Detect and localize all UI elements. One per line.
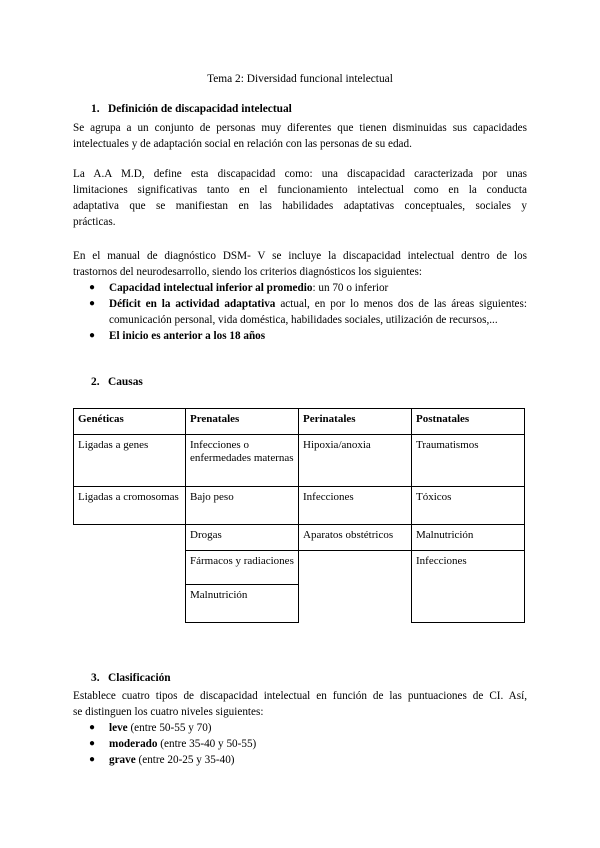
table-cell: Infecciones — [412, 551, 525, 585]
list-item — [73, 328, 527, 344]
table-row — [74, 525, 525, 551]
table-cell — [299, 585, 412, 623]
section-3-heading — [91, 672, 171, 684]
list-item-bold: moderado — [109, 738, 158, 750]
section-3-paragraph — [73, 688, 527, 720]
list-item-text: (entre 35-40 y 50-55) — [157, 738, 257, 750]
table-header-cell: Perinatales — [299, 409, 412, 435]
text-line: adaptativa que se manifiestan en las habilidades adaptativas conceptuales, sociales y — [73, 200, 527, 212]
table-cell: Hipoxia/anoxia — [299, 435, 412, 487]
text-line: En el manual de diagnóstico DSM- V se incluye la discapacidad intelectual dentro de los — [73, 250, 527, 262]
list-item — [73, 280, 527, 296]
section-1-number: 1. — [91, 103, 100, 115]
list-item-text: actual, en por lo menos dos de las áreas siguientes: comunicación personal, vida doméstica, habilidades sociales, utilización de recursos,... — [109, 298, 527, 326]
bullet-icon: ● — [89, 298, 96, 309]
criteria-list — [73, 280, 527, 344]
document-title: Tema 2: Diversidad funcional intelectual — [207, 73, 393, 85]
text-line: La A.A M.D, define esta discapacidad como: una discapacidad caracterizada por unas — [73, 168, 527, 180]
table-cell: Tóxicos — [412, 487, 525, 525]
table-header-row — [74, 409, 525, 435]
classification-list — [73, 720, 527, 768]
table-cell: Fármacos y radiaciones — [186, 551, 299, 585]
section-1-title: Definición de discapacidad intelectual — [108, 103, 292, 115]
bullet-icon: ● — [89, 738, 96, 749]
section-1-paragraph-2 — [73, 166, 527, 230]
list-item-text: (entre 20-25 y 35-40) — [135, 754, 235, 766]
table-cell: Infecciones — [299, 487, 412, 525]
section-1-paragraph-3 — [73, 248, 527, 280]
table-row — [74, 551, 525, 585]
table-cell: Malnutrición — [186, 585, 299, 623]
text-line: trastornos del neurodesarrollo, siendo los criterios diagnósticos los siguientes: — [73, 266, 422, 278]
table-cell: Malnutrición — [412, 525, 525, 551]
section-3-title: Clasificación — [108, 672, 171, 684]
bullet-icon: ● — [89, 282, 96, 293]
text-line: intelectuales y de adaptación social en relación con las personas de su edad. — [73, 138, 412, 150]
table-cell — [412, 585, 525, 623]
list-item-bold: Déficit en la actividad adaptativa — [109, 298, 276, 310]
table-row — [74, 487, 525, 525]
list-item-bold: El inicio es anterior a los 18 años — [109, 330, 266, 342]
table-cell-empty — [74, 551, 186, 585]
text-line: prácticas. — [73, 216, 116, 228]
list-item-bold: Capacidad intelectual inferior al promedio — [109, 282, 313, 294]
table-cell: Traumatismos — [412, 435, 525, 487]
list-item — [73, 752, 527, 768]
bullet-icon: ● — [89, 754, 96, 765]
text-line: limitaciones significativas tanto en el funcionamiento intelectual como en la conducta — [73, 184, 527, 196]
table-cell-empty — [74, 585, 186, 623]
section-3-number: 3. — [91, 672, 100, 684]
list-item — [73, 296, 527, 328]
table-cell — [299, 551, 412, 585]
text-line: Se agrupa a un conjunto de personas muy diferentes que tienen disminuidas sus capacidades — [73, 122, 527, 134]
table-cell: Aparatos obstétricos — [299, 525, 412, 551]
table-row — [74, 585, 525, 623]
list-item — [73, 736, 527, 752]
bullet-icon: ● — [89, 722, 96, 733]
table-cell: Ligadas a cromosomas — [74, 487, 186, 525]
table-header-cell: Genéticas — [74, 409, 186, 435]
list-item-text: (entre 50-55 y 70) — [127, 722, 212, 734]
list-item-bold: leve — [109, 722, 128, 734]
list-item-bold: grave — [109, 754, 136, 766]
section-2-title: Causas — [108, 376, 143, 388]
table-header-cell: Prenatales — [186, 409, 299, 435]
section-1-heading — [91, 103, 292, 115]
list-item — [73, 720, 527, 736]
section-2-number: 2. — [91, 376, 100, 388]
table-cell-empty — [74, 525, 186, 551]
table-cell: Ligadas a genes — [74, 435, 186, 487]
section-1-paragraph-1 — [73, 120, 527, 152]
table-header-cell: Postnatales — [412, 409, 525, 435]
table-row — [74, 435, 525, 487]
text-line: se distinguen los cuatro niveles siguientes: — [73, 706, 264, 718]
table-cell: Infecciones o enfermedades maternas — [186, 435, 299, 487]
list-item-text: : un 70 o inferior — [312, 282, 389, 294]
text-line: Establece cuatro tipos de discapacidad intelectual en función de las puntuaciones de CI. Así, — [73, 690, 527, 702]
section-2-heading — [91, 376, 143, 388]
table-cell: Drogas — [186, 525, 299, 551]
bullet-icon: ● — [89, 330, 96, 341]
causes-table — [73, 408, 525, 623]
table-cell: Bajo peso — [186, 487, 299, 525]
